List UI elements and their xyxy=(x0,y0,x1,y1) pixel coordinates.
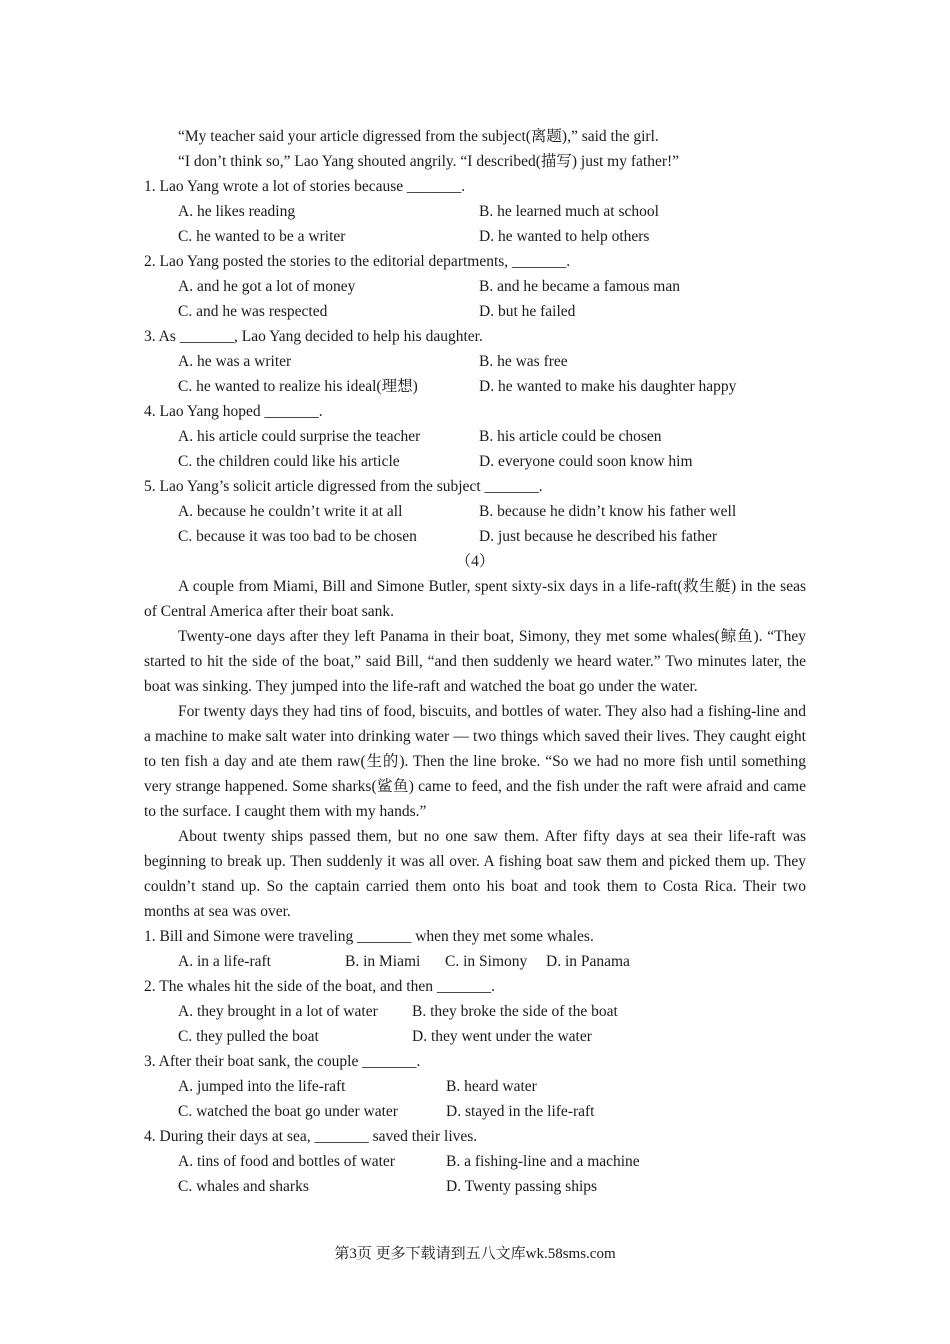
intro-line: “My teacher said your article digressed from the subject(离题),” said the girl. xyxy=(178,128,659,145)
option: B. a fishing-line and a machine xyxy=(446,1153,640,1170)
option: A. because he couldn’t write it at all xyxy=(178,503,403,520)
section3-question xyxy=(144,474,806,549)
option: D. stayed in the life-raft xyxy=(446,1103,595,1120)
option: B. he learned much at school xyxy=(479,203,659,220)
question-text: 2. The whales hit the side of the boat, and then _______. xyxy=(144,978,495,995)
question-text: 4. During their days at sea, _______ saved their lives. xyxy=(144,1128,478,1145)
question-text: 2. Lao Yang posted the stories to the editorial departments, _______. xyxy=(144,253,571,270)
question-text: 3. As _______, Lao Yang decided to help his daughter. xyxy=(144,328,483,345)
option: D. he wanted to make his daughter happy xyxy=(479,378,737,395)
option: A. in a life-raft xyxy=(178,953,271,970)
passage-paragraph: About twenty ships passed them, but no one saw them. After fifty days at sea their life-raft was beginning to break up. Then suddenly it was all over. A fishing boat saw them and picked them up. They couldn’t stand up. So the captain carried them onto his boat and took them to Costa Rica. Their two months at sea was over. xyxy=(144,828,806,920)
option: D. in Panama xyxy=(546,953,630,970)
section3-question xyxy=(144,399,806,474)
option: B. they broke the side of the boat xyxy=(412,1003,618,1020)
option: C. because it was too bad to be chosen xyxy=(178,528,417,545)
option: C. and he was respected xyxy=(178,303,328,320)
option: C. he wanted to be a writer xyxy=(178,228,346,245)
option: C. in Simony xyxy=(445,953,528,970)
option: D. he wanted to help others xyxy=(479,228,650,245)
option: A. and he got a lot of money xyxy=(178,278,356,295)
intro-line: “I don’t think so,” Lao Yang shouted angrily. “I described(描写) just my father!” xyxy=(178,153,680,170)
section-heading: （4） xyxy=(455,553,495,570)
passage-paragraph: A couple from Miami, Bill and Simone Butler, spent sixty-six days in a life-raft(救生艇) in the seas of Central America after their boat sank. xyxy=(144,578,806,620)
option: C. whales and sharks xyxy=(178,1178,309,1195)
option: C. they pulled the boat xyxy=(178,1028,319,1045)
question-text: 4. Lao Yang hoped _______. xyxy=(144,403,323,420)
option: B. heard water xyxy=(446,1078,537,1095)
section4-question xyxy=(144,1049,806,1124)
option: A. his article could surprise the teacher xyxy=(178,428,421,445)
option: B. and he became a famous man xyxy=(479,278,680,295)
option: A. he was a writer xyxy=(178,353,292,370)
option: C. the children could like his article xyxy=(178,453,400,470)
option: D. just because he described his father xyxy=(479,528,718,545)
section4-question xyxy=(144,1124,806,1199)
option: B. because he didn’t know his father well xyxy=(479,503,737,520)
option: A. jumped into the life-raft xyxy=(178,1078,346,1095)
section4-question xyxy=(144,924,806,974)
section3-question xyxy=(144,324,806,399)
section4-question xyxy=(144,974,806,1049)
page-footer: 第3页 更多下载请到五八文库wk.58sms.com xyxy=(334,1246,616,1262)
question-text: 1. Bill and Simone were traveling _______ when they met some whales. xyxy=(144,928,594,945)
passage-paragraph: Twenty-one days after they left Panama in their boat, Simony, they met some whales(鲸鱼). “They started to hit the side of the boat,” said Bill, “and then suddenly we heard water.” Two minutes later, the boat was sinking. They jumped into the life-raft and watched the boat go under the water. xyxy=(144,628,806,695)
option: A. he likes reading xyxy=(178,203,296,220)
option: A. tins of food and bottles of water xyxy=(178,1153,395,1170)
section3-question xyxy=(144,174,806,249)
option: D. Twenty passing ships xyxy=(446,1178,598,1195)
question-text: 1. Lao Yang wrote a lot of stories because _______. xyxy=(144,178,466,195)
option: D. everyone could soon know him xyxy=(479,453,693,470)
option: A. they brought in a lot of water xyxy=(178,1003,378,1020)
option: D. they went under the water xyxy=(412,1028,592,1045)
option: B. in Miami xyxy=(345,953,421,970)
question-text: 3. After their boat sank, the couple _______. xyxy=(144,1053,421,1070)
section3-question xyxy=(144,249,806,324)
option: B. his article could be chosen xyxy=(479,428,662,445)
option: C. watched the boat go under water xyxy=(178,1103,398,1120)
option: C. he wanted to realize his ideal(理想) xyxy=(178,378,418,395)
passage-paragraph: For twenty days they had tins of food, biscuits, and bottles of water. They also had a fishing-line and a machine to make salt water into drinking water — two things which saved their lives. They caught eight to ten fish a day and ate them raw(生的). Then the line broke. “So we had no more fish until something very strange happened. Some sharks(鲨鱼) came to feed, and the fish under the raft were afraid and came to the surface. I caught them with my hands.” xyxy=(144,703,806,820)
option: D. but he failed xyxy=(479,303,576,320)
question-text: 5. Lao Yang’s solicit article digressed from the subject _______. xyxy=(144,478,543,495)
document-page xyxy=(144,124,806,1199)
option: B. he was free xyxy=(479,353,568,370)
